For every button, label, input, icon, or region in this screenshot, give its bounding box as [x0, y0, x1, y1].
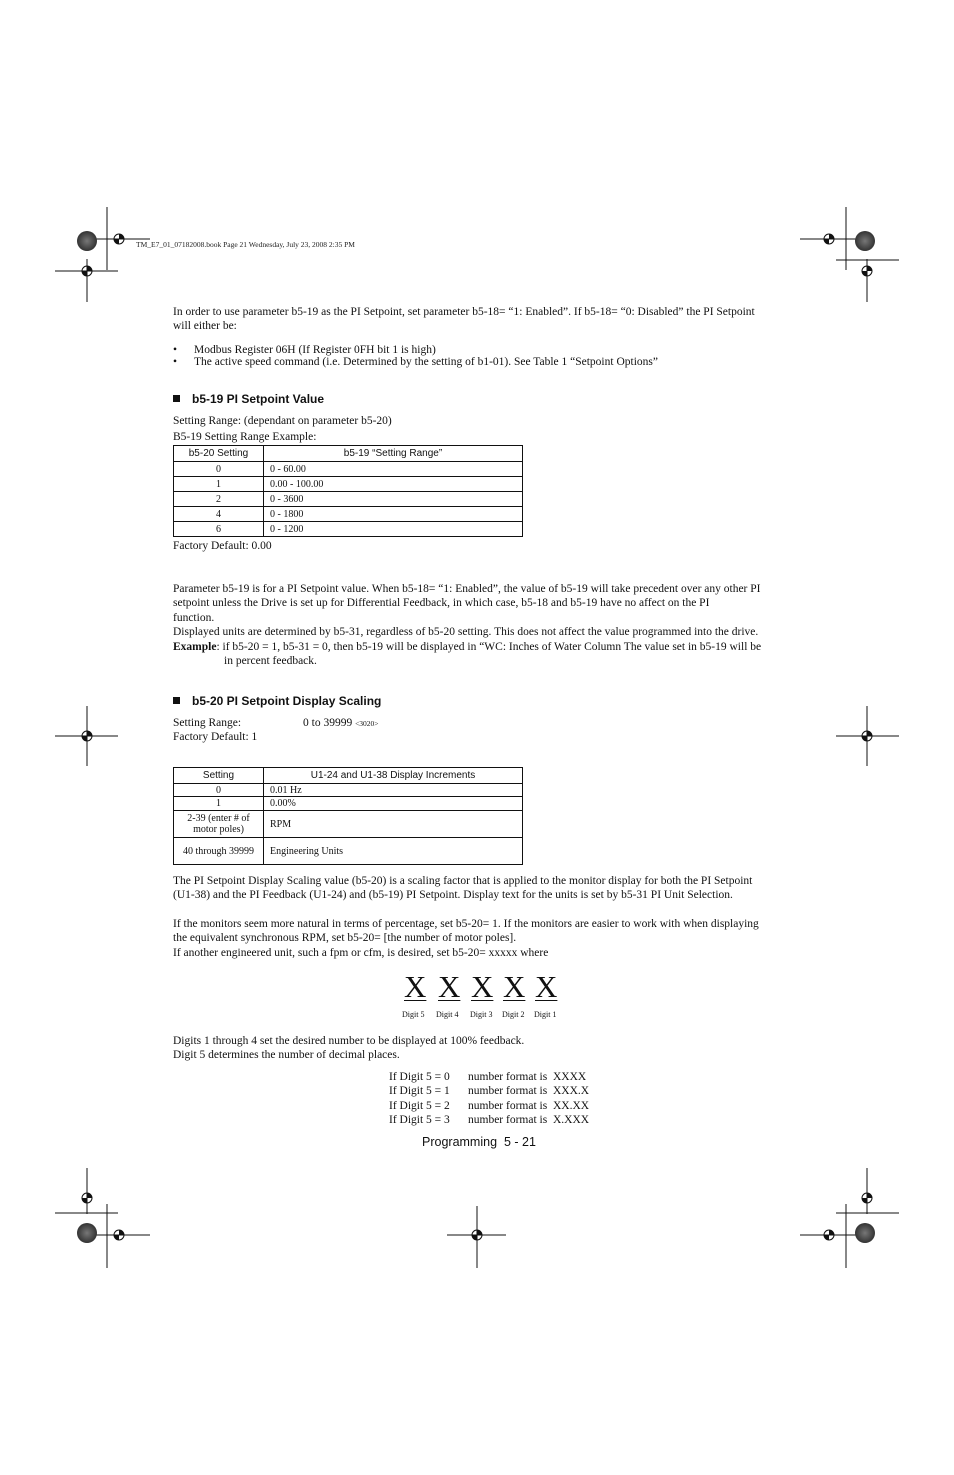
- section-heading-b5-20: [173, 694, 381, 709]
- table-row: [174, 507, 523, 522]
- factory-default-b5-20: Factory Default: 1: [173, 731, 258, 743]
- digit-label: Digit 3: [470, 1010, 493, 1019]
- table-header-cell: b5-19 “Setting Range”: [264, 446, 523, 462]
- b5-19-range-table: [173, 445, 523, 537]
- format-description: number format is XX.XX: [468, 1100, 590, 1112]
- table-header-cell: U1-24 and U1-38 Display Increments: [264, 768, 523, 784]
- table-header-row: [174, 768, 523, 784]
- format-condition: If Digit 5 = 3: [389, 1114, 450, 1126]
- digit-label: Digit 4: [436, 1010, 459, 1019]
- intro-line-2: will either be:: [173, 320, 237, 332]
- modbus-address: <3020>: [355, 719, 379, 728]
- b5-20-description-line: The PI Setpoint Display Scaling value (b5-20) is a scaling factor that is applied to the monitor display for both the PI Setpoint: [173, 875, 753, 887]
- table-cell: 0.00 - 100.00: [264, 477, 523, 492]
- digits-explanation-line: Digit 5 determines the number of decimal places.: [173, 1049, 400, 1061]
- bullet-text: Modbus Register 06H (If Register 0FH bit 1 is high): [194, 344, 436, 356]
- factory-default-b5-19: Factory Default: 0.00: [173, 540, 272, 552]
- b5-20-description-line: (U1-38) and the PI Feedback (U1-24) and (b5-19) PI Setpoint. Display text for the units is set by b5-31 PI Unit Selection.: [173, 889, 733, 901]
- digit-label: Digit 1: [534, 1010, 557, 1019]
- table-header-cell: b5-20 Setting: [174, 446, 264, 462]
- section-heading-b5-19: [173, 392, 324, 407]
- b5-20-description-line: If the monitors seem more natural in terms of percentage, set b5-20= 1. If the monitors are easier to work with when displaying: [173, 918, 759, 930]
- table-cell: 4: [174, 507, 264, 522]
- setting-range-number: 0 to 39999: [303, 717, 353, 729]
- setting-range-text: Setting Range: (dependant on parameter b5-20): [173, 415, 392, 427]
- bullet-mark: •: [173, 344, 178, 356]
- table-row: [174, 838, 523, 865]
- b5-20-display-table: [173, 767, 523, 865]
- digit-1-symbol: X: [535, 969, 558, 1004]
- table-cell: 0 - 1800: [264, 507, 523, 522]
- table-cell: 2: [174, 492, 264, 507]
- digit-4-symbol: X: [438, 969, 461, 1004]
- table-header-row: [174, 446, 523, 462]
- table-cell: 0 - 60.00: [264, 462, 523, 477]
- format-description: number format is XXX.X: [468, 1085, 590, 1097]
- table-cell: 6: [174, 522, 264, 537]
- table-cell: 1: [174, 797, 264, 811]
- digit-2-symbol: X: [503, 969, 526, 1004]
- example-line: [173, 640, 788, 655]
- table-row: [174, 462, 523, 477]
- digit-label: Digit 5: [402, 1010, 425, 1019]
- table-row: [174, 784, 523, 797]
- table-cell: 0: [174, 784, 264, 797]
- digit-5-symbol: X: [404, 969, 427, 1004]
- section-title: b5-20 PI Setpoint Display Scaling: [192, 694, 382, 708]
- b5-20-description-line: If another engineered unit, such a fpm or cfm, is desired, set b5-20= xxxxx where: [173, 947, 549, 959]
- b5-19-description-line: Parameter b5-19 is for a PI Setpoint value. When b5-18= “1: Enabled”, the value of b5-19 will take precedent over any other PI: [173, 583, 761, 595]
- section-title: b5-19 PI Setpoint Value: [192, 392, 325, 406]
- table-cell: 2-39 (enter # of motor poles): [174, 811, 264, 838]
- table-cell: 0 - 1200: [264, 522, 523, 537]
- format-description: number format is XXXX: [468, 1071, 587, 1083]
- square-bullet-icon: [173, 395, 180, 402]
- intro-line-1: In order to use parameter b5-19 as the PI Setpoint, set parameter b5-18= “1: Enabled”. If b5-18= “0: Disabled” the PI Setpoint: [173, 306, 755, 318]
- table-cell: Engineering Units: [264, 838, 523, 865]
- page-footer: Programming 5 - 21: [422, 1135, 536, 1149]
- table-cell: RPM: [264, 811, 523, 838]
- table-cell: 0 - 3600: [264, 492, 523, 507]
- table-cell: 40 through 39999: [174, 838, 264, 865]
- table-cell: 0.00%: [264, 797, 523, 811]
- table-cell: 1: [174, 477, 264, 492]
- setting-range-label: Setting Range:: [173, 717, 242, 729]
- print-file-info: TM_E7_01_07182008.book Page 21 Wednesday, July 23, 2008 2:35 PM: [136, 240, 355, 249]
- bullet-mark: •: [173, 356, 178, 368]
- example-line-continued: in percent feedback.: [224, 655, 317, 667]
- b5-19-description-line: function.: [173, 612, 215, 624]
- square-bullet-icon: [173, 697, 180, 704]
- format-condition: If Digit 5 = 2: [389, 1100, 450, 1112]
- table-header-cell: Setting: [174, 768, 264, 784]
- table-row: [174, 811, 523, 838]
- table-row: [174, 477, 523, 492]
- format-condition: If Digit 5 = 1: [389, 1085, 450, 1097]
- example-label: Example: [173, 641, 217, 653]
- format-description: number format is X.XXX: [468, 1114, 590, 1126]
- format-condition: If Digit 5 = 0: [389, 1071, 450, 1083]
- b5-19-description-line: setpoint unless the Drive is set up for Differential Feedback, in which case, b5-18 and b5-19 have no affect on the PI: [173, 597, 710, 609]
- bullet-text: The active speed command (i.e. Determined by the setting of b1-01). See Table 1 “Setpoint Options”: [194, 356, 658, 368]
- b5-20-description-line: the equivalent synchronous RPM, set b5-20= [the number of motor poles].: [173, 932, 517, 944]
- table-row: [174, 492, 523, 507]
- table-row: [174, 522, 523, 537]
- b5-19-description-line: Displayed units are determined by b5-31, regardless of b5-20 setting. This does not affect the value programmed into the drive.: [173, 626, 759, 638]
- digit-label: Digit 2: [502, 1010, 525, 1019]
- example-caption: B5-19 Setting Range Example:: [173, 431, 317, 443]
- table-cell: 0: [174, 462, 264, 477]
- table-row: [174, 797, 523, 811]
- table-cell: 0.01 Hz: [264, 784, 523, 797]
- example-text: : if b5-20 = 1, b5-31 = 0, then b5-19 will be displayed in “WC: Inches of Water Column The value set in b5-19 will be: [216, 641, 762, 653]
- digits-explanation-line: Digits 1 through 4 set the desired number to be displayed at 100% feedback.: [173, 1035, 525, 1047]
- digit-3-symbol: X: [471, 969, 494, 1004]
